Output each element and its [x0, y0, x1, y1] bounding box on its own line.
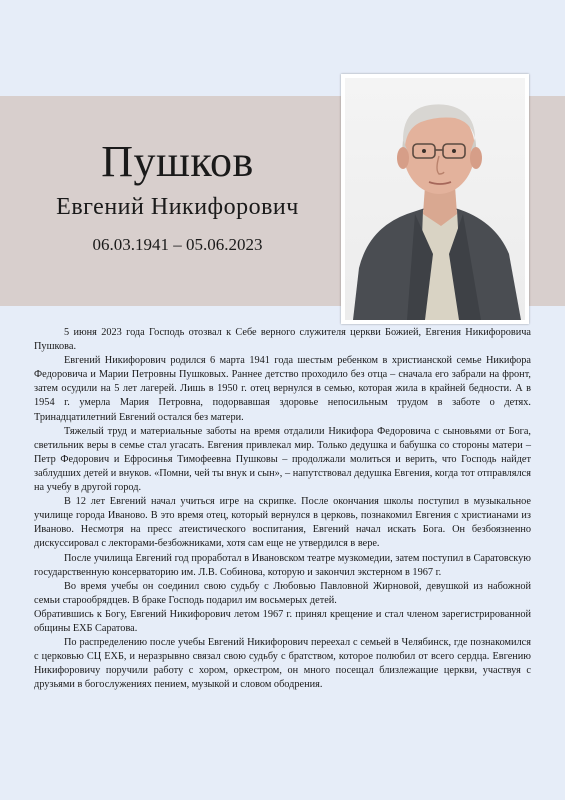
paragraph: Тяжелый труд и материальные заботы на время отдалили Никифора Федоровича с сыновьями от Бога, светильник веры в семье стал угасать. Евгения привлекал мир. Только дедушка и бабушка со стороны матери – Петр Федорович и Ефросинья Тимофеевна Пушковы – продолжали молиться и верить, что Господь найдет заблудших детей и внуков. «Помни, чей ты внук и сын», – напутствовал дедушка Евгения, когда тот отправлялся на учебу в другой город. — [34, 425, 531, 494]
portrait-frame — [341, 74, 529, 324]
given-names: Евгений Никифорович — [56, 194, 299, 220]
paragraph: В 12 лет Евгений начал учиться игре на скрипке. После окончания школы поступил в музыкальное училище города Иваново. В это время отец, который вернулся в церковь, познакомил Евгения с христианами из Иваново. Несмотря на пресс атеистического воспитания, Евгений начал искать Бога. Он безбоязненно дискуссировал с лекторами-безбожниками, хотя сам еще не утвердился в вере. — [34, 496, 531, 550]
surname: Пушков — [101, 137, 254, 186]
paragraph: 5 июня 2023 года Господь отозвал к Себе верного служителя церкви Божией, Евгения Никифоровича Пушкова. — [34, 327, 531, 353]
name-block — [0, 138, 355, 256]
paragraph: Во время учебы он соединил свою судьбу с Любовью Павловной Жирновой, девушкой из набожной семьи старообрядцев. В браке Господь подарил им восьмерых детей. — [34, 580, 531, 606]
paragraph: После училища Евгений год проработал в Ивановском театре музкомедии, затем поступил в Саратовскую государственную консерваторию им. Л.В. Собинова, которую и закончил экстерном в 1967 г. — [34, 552, 531, 578]
paragraph: Обратившись к Богу, Евгений Никифорович летом 1967 г. принял крещение и стал членом зарегистрированной общины ЕХБ Саратова. — [34, 608, 531, 634]
paragraph: По распределению после учебы Евгений Никифорович переехал с семьей в Челябинск, где познакомился с церковью СЦ ЕХБ, и неразрывно связал свою судьбу с братством, которое полюбил от всего сердца. Евгению Никифоровичу поручили работу с хором, оркестром, он много посещал близлежащие церкви, участвуя с друзьями в богослужениях пением, музыкой и словом ободрения. — [34, 637, 531, 691]
life-dates: 06.03.1941 – 05.06.2023 — [92, 235, 263, 254]
paragraph: Евгений Никифорович родился 6 марта 1941 года шестым ребенком в христианской семье Никифора Федоровича и Марии Петровны Пушковых. Раннее детство проходило без отца – сначала его забрали на фронт, затем осудили на 5 лет лагерей. Лишь в 1950 г. отец вернулся в семью, которая жила в крайней бедности. А в 1954 г. умерла Мария Петровна, подорвавшая здоровье непосильным трудом в заботе о детях. Тринадцатилетний Евгений остался без матери. — [34, 355, 531, 423]
obituary-text — [34, 326, 531, 692]
portrait-photo — [345, 78, 525, 320]
portrait-illustration — [345, 78, 525, 320]
